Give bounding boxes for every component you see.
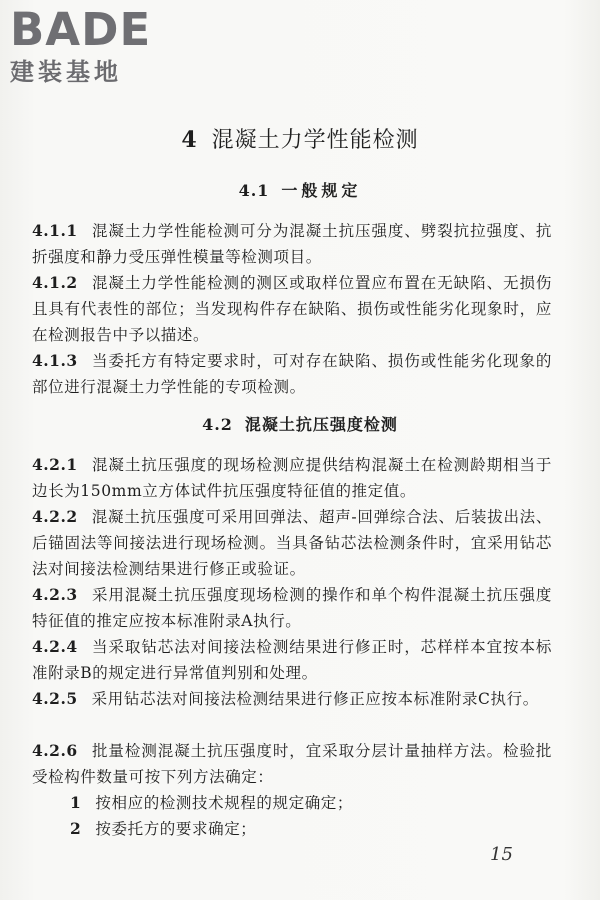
section-heading-4-2 [0,414,600,436]
clause-4-2-5 [32,686,552,712]
clause-4-2-6 [32,738,552,790]
list-item-text: 按委托方的要求确定； [95,820,257,838]
section-title: 混凝土抗压强度检测 [244,415,398,434]
logo-subtitle: 建装基地 [10,58,122,86]
clause-text: 混凝土力学性能检测的测区或取样位置应布置在无缺陷、无损伤且具有代表性的部位；当发现构件存在缺陷、损伤或性能劣化现象时，应在检测报告中予以描述。 [32,274,552,344]
section-heading-4-1 [0,180,600,202]
clause-number: 4.2.5 [32,689,78,708]
clause-text: 采用钻芯法对间接法检测结果进行修正应按本标准附录C执行。 [91,690,539,708]
bade-logo [10,3,180,86]
section-number: 4.2 [202,415,233,434]
section-number: 4.1 [238,181,270,200]
clause-text: 混凝土抗压强度的现场检测应提供结构混凝土在检测龄期相当于边长为150mm立方体试件抗压强度特征值的推定值。 [32,456,552,500]
list-item [70,816,550,842]
clause-text: 混凝土抗压强度可采用回弹法、超声-回弹综合法、后装拔出法、后锚固法等间接法进行现场检测。当具备钻芯法检测条件时，宜采用钻芯法对间接法检测结果进行修正或验证。 [32,508,552,578]
clause-text: 当采取钻芯法对间接法检测结果进行修正时，芯样样本宜按本标准附录B的规定进行异常值判别和处理。 [32,638,552,682]
clause-number: 4.2.1 [32,455,78,474]
clause-text: 采用混凝土抗压强度现场检测的操作和单个构件混凝土抗压强度特征值的推定应按本标准附录A执行。 [32,586,552,630]
list-item-text: 按相应的检测技术规程的规定确定； [95,794,353,812]
clause-4-1-3 [32,348,552,400]
chapter-title: 混凝土力学性能检测 [211,128,419,153]
logo-wordmark: BADE [10,3,152,56]
chapter-heading [0,126,600,155]
clause-number: 4.2.2 [32,507,78,526]
section-title: 一般规定 [281,181,362,200]
clause-number: 4.2.6 [32,741,78,760]
clause-4-2-3 [32,582,552,634]
clause-4-2-4 [32,634,552,686]
clause-number: 4.1.3 [32,351,78,370]
chapter-number: 4 [181,127,198,153]
clause-4-2-1 [32,452,552,504]
clause-number: 4.2.3 [32,585,78,604]
page-number: 15 [490,844,513,865]
clause-text: 混凝土力学性能检测可分为混凝土抗压强度、劈裂抗拉强度、抗折强度和静力受压弹性模量等检测项目。 [32,222,552,266]
list-item-number: 1 [70,793,82,812]
list-item [70,790,550,816]
list-item-number: 2 [70,819,82,838]
clause-4-2-2 [32,504,552,582]
clause-text: 当委托方有特定要求时，可对存在缺陷、损伤或性能劣化现象的部位进行混凝土力学性能的专项检测。 [32,352,552,396]
clause-4-1-2 [32,270,552,348]
clause-number: 4.1.2 [32,273,78,292]
clause-number: 4.1.1 [32,221,78,240]
clause-number: 4.2.4 [32,637,78,656]
clause-4-1-1 [32,218,552,270]
clause-text: 批量检测混凝土抗压强度时，宜采取分层计量抽样方法。检验批受检构件数量可按下列方法确定： [32,742,552,786]
